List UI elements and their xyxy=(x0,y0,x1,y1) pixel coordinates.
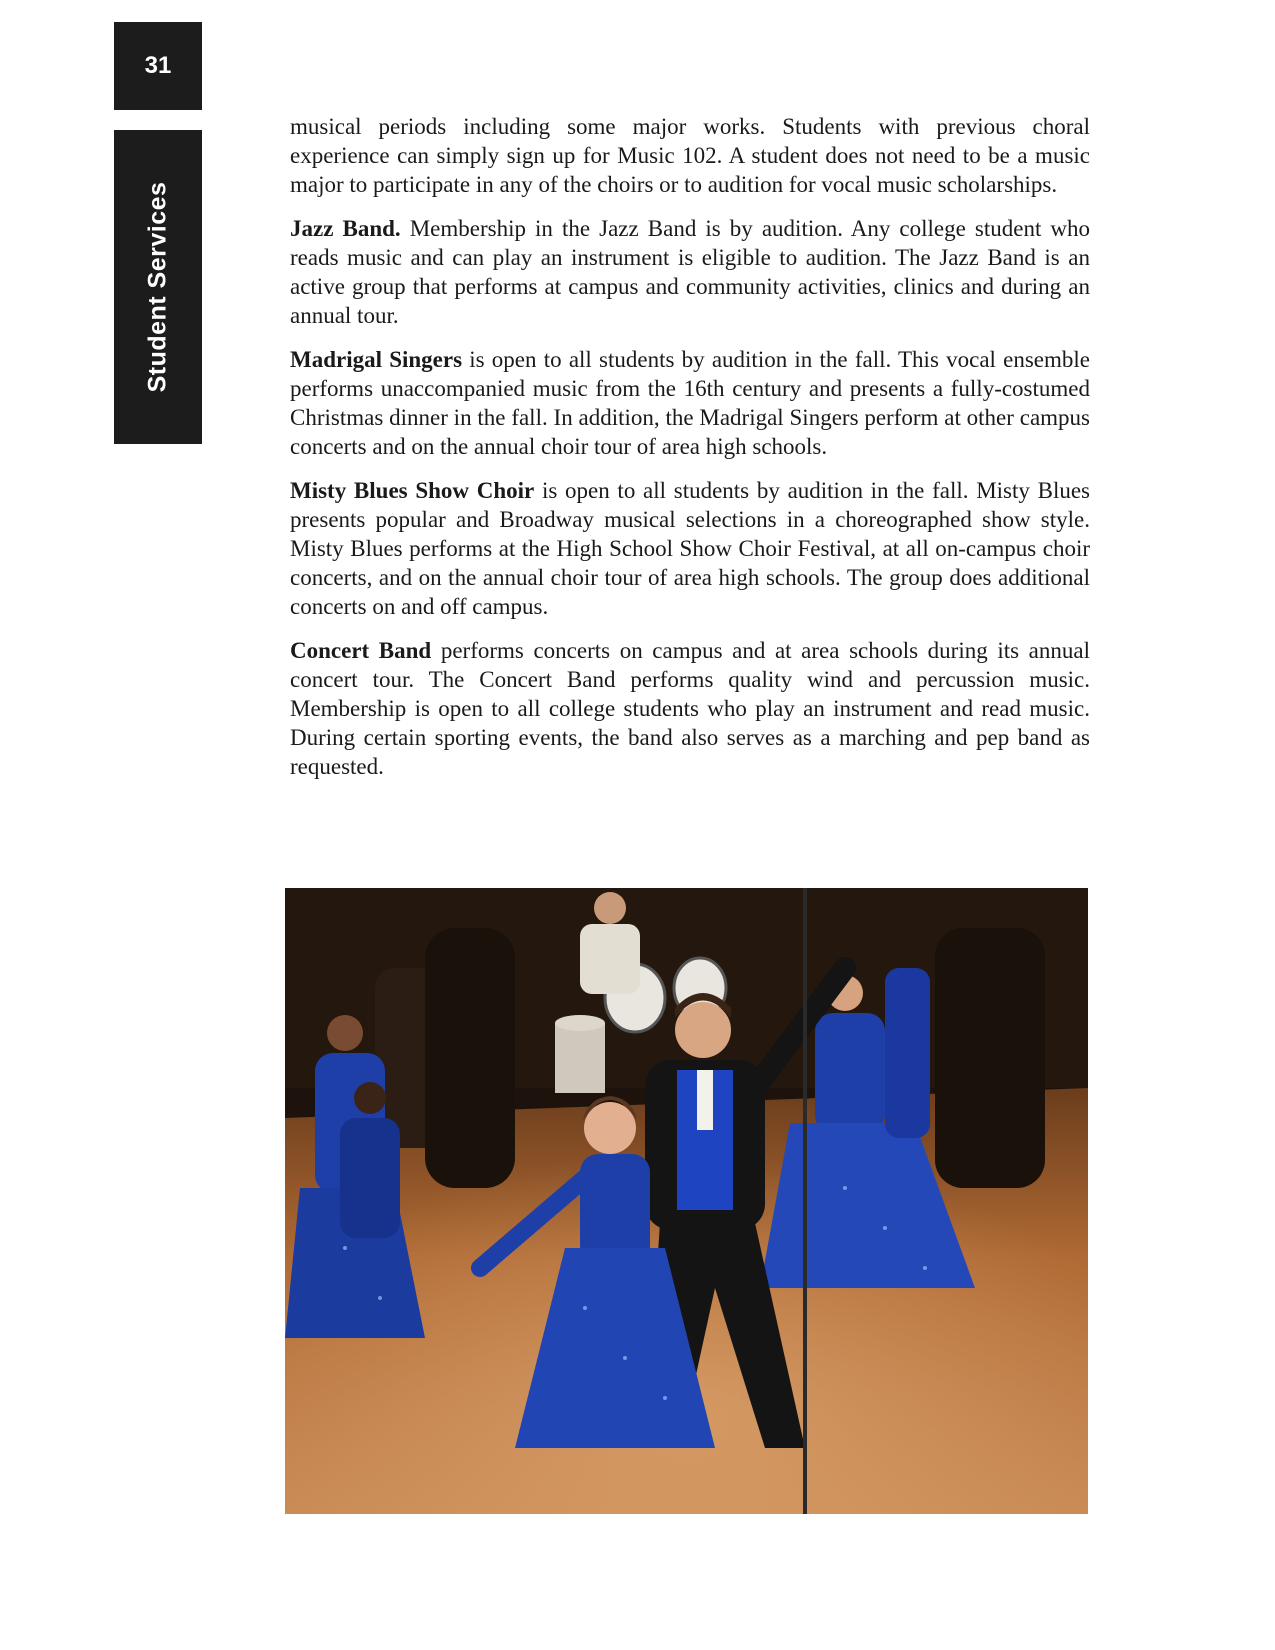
paragraph-madrigal-singers-text: is open to all students by audition in the fall. This vocal ensemble performs unaccompanied music from the 16th century and presents a fully-costumed Christmas dinner in the fall. In addition, the Madrigal Singers perform at other campus concerts and on the annual choir tour of area high schools. xyxy=(290,347,1090,459)
section-title: Student Services xyxy=(143,181,172,393)
paragraph-madrigal-singers xyxy=(290,345,1090,461)
paragraph-jazz-band xyxy=(290,214,1090,330)
body-text xyxy=(290,112,1090,796)
show-choir-photo xyxy=(285,888,1088,1514)
paragraph-jazz-band-text: Membership in the Jazz Band is by audition. Any college student who reads music and can play an instrument is eligible to audition. The Jazz Band is an active group that performs at campus and community activities, clinics and during an annual tour. xyxy=(290,216,1091,328)
paragraph-concert-band-heading: Concert Band xyxy=(290,638,432,663)
paragraph-misty-blues-text: is open to all students by audition in the fall. Misty Blues presents popular and Broadway musical selections in a choreographed show style. Misty Blues performs at the High School Show Choir Festival, at all on-campus choir concerts, and on the annual choir tour of area high schools. The group does additional concerts on and off campus. xyxy=(290,478,1090,619)
page-number-tab xyxy=(114,22,202,110)
paragraph-misty-blues-heading: Misty Blues Show Choir xyxy=(290,478,535,503)
page-number: 31 xyxy=(144,52,172,79)
paragraph-intro-text: musical periods including some major works. Students with previous choral experience can simply sign up for Music 102. A student does not need to be a music major to participate in any of the choirs or to audition for vocal music scholarships. xyxy=(290,114,1090,197)
paragraph-intro xyxy=(290,112,1090,199)
paragraph-concert-band-text: performs concerts on campus and at area schools during its annual concert tour. The Concert Band performs quality wind and percussion music. Membership is open to all college students who play an instrument and read music. During certain sporting events, the band also serves as a marching and pep band as requested. xyxy=(290,638,1090,779)
paragraph-concert-band xyxy=(290,636,1090,781)
paragraph-misty-blues xyxy=(290,476,1090,621)
show-choir-photo-illustration xyxy=(285,888,1088,1514)
paragraph-jazz-band-heading: Jazz Band. xyxy=(290,216,401,241)
paragraph-madrigal-singers-heading: Madrigal Singers xyxy=(290,347,463,372)
section-tab xyxy=(114,130,202,444)
